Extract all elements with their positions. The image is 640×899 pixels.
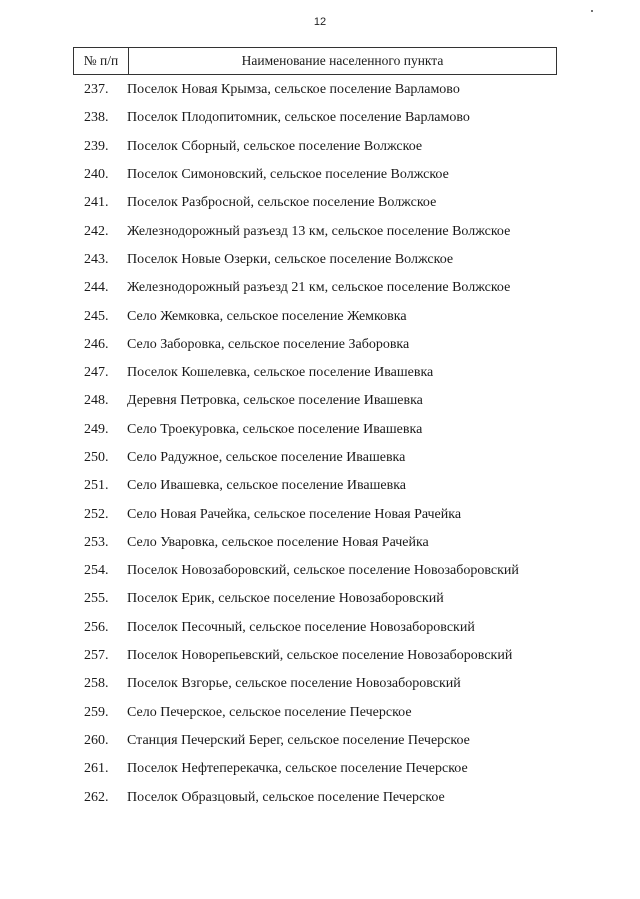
table-row xyxy=(0,727,640,755)
table-row xyxy=(0,189,640,217)
row-number: 242. xyxy=(84,223,109,239)
row-settlement-name: Село Радужное, сельское поселение Ивашевка xyxy=(127,450,406,465)
row-number: 238. xyxy=(84,110,109,126)
row-settlement-name: Поселок Ерик, сельское поселение Новозаборовский xyxy=(127,591,444,607)
settlement-list xyxy=(0,76,640,812)
row-settlement-name: Деревня Петровка, сельское поселение Ивашевка xyxy=(127,393,423,409)
row-settlement-name: Железнодорожный разъезд 13 км, сельское поселение Волжское xyxy=(127,223,511,239)
row-settlement-name: Поселок Сборный, сельское поселение Волжское xyxy=(127,138,423,154)
row-number: 262. xyxy=(84,789,109,805)
table-row xyxy=(0,529,640,557)
row-number: 244. xyxy=(84,280,109,296)
table-row xyxy=(0,755,640,783)
row-number: 243. xyxy=(84,251,109,267)
table-row xyxy=(0,104,640,132)
row-number: 248. xyxy=(84,393,109,409)
row-number: 259. xyxy=(84,704,109,720)
row-settlement-name: Станция Печерский Берег, сельское поселение Печерское xyxy=(127,732,470,748)
table-row xyxy=(0,76,640,104)
table-row xyxy=(0,302,640,330)
row-number: 247. xyxy=(84,365,109,381)
row-settlement-name: Поселок Образцовый, сельское поселение Печерское xyxy=(127,789,445,805)
table-row xyxy=(0,614,640,642)
page-number: 12 xyxy=(313,16,327,28)
column-header-number: № п/п xyxy=(74,48,129,74)
table-row xyxy=(0,699,640,727)
table-row xyxy=(0,274,640,302)
table-row xyxy=(0,246,640,274)
row-number: 241. xyxy=(84,195,109,211)
row-settlement-name: Поселок Песочный, сельское поселение Новозаборовский xyxy=(127,619,475,635)
row-settlement-name: Поселок Симоновский, сельское поселение Волжское xyxy=(127,167,449,183)
row-number: 250. xyxy=(84,450,109,465)
row-number: 251. xyxy=(84,478,109,494)
row-settlement-name: Поселок Новозаборовский, сельское поселение Новозаборовский xyxy=(127,563,519,579)
row-settlement-name: Поселок Взгорье, сельское поселение Новозаборовский xyxy=(127,676,461,692)
row-number: 240. xyxy=(84,167,109,183)
row-settlement-name: Поселок Разбросной, сельское поселение Волжское xyxy=(127,195,437,211)
table-row xyxy=(0,642,640,670)
row-settlement-name: Село Новая Рачейка, сельское поселение Новая Рачейка xyxy=(127,506,462,522)
row-settlement-name: Поселок Плодопитомник, сельское поселение Варламово xyxy=(127,110,470,126)
column-header-name: Наименование населенного пункта xyxy=(241,53,444,68)
table-row xyxy=(0,217,640,245)
table-row xyxy=(0,416,640,444)
row-settlement-name: Железнодорожный разъезд 21 км, сельское поселение Волжское xyxy=(127,280,511,296)
row-number: 249. xyxy=(84,421,109,437)
row-settlement-name: Поселок Кошелевка, сельское поселение Ивашевка xyxy=(127,365,434,381)
table-row xyxy=(0,670,640,698)
row-number: 260. xyxy=(84,732,109,748)
row-number: 257. xyxy=(84,648,109,664)
row-settlement-name: Село Уваровка, сельское поселение Новая Рачейка xyxy=(127,534,429,550)
row-settlement-name: Поселок Нефтеперекачка, сельское поселение Печерское xyxy=(127,761,468,777)
table-row xyxy=(0,387,640,415)
row-number: 261. xyxy=(84,761,109,777)
table-row xyxy=(0,783,640,811)
row-settlement-name: Село Печерское, сельское поселение Печерское xyxy=(127,704,412,720)
row-settlement-name: Село Заборовка, сельское поселение Заборовка xyxy=(127,336,410,352)
row-number: 239. xyxy=(84,138,109,154)
row-settlement-name: Село Жемковка, сельское поселение Жемковка xyxy=(127,308,407,324)
table-row xyxy=(0,161,640,189)
row-number: 253. xyxy=(84,534,109,550)
row-settlement-name: Поселок Новорепьевский, сельское поселение Новозаборовский xyxy=(127,648,513,664)
row-settlement-name: Село Троекуровка, сельское поселение Ивашевка xyxy=(127,421,423,437)
row-number: 245. xyxy=(84,308,109,324)
row-number: 255. xyxy=(84,591,109,607)
table-row xyxy=(0,500,640,528)
row-settlement-name: Село Ивашевка, сельское поселение Ивашевка xyxy=(127,478,407,494)
table-row xyxy=(0,331,640,359)
row-number: 258. xyxy=(84,676,109,692)
table-row xyxy=(0,585,640,613)
table-header xyxy=(73,47,557,75)
row-number: 237. xyxy=(84,82,109,98)
table-row xyxy=(0,133,640,161)
table-row xyxy=(0,472,640,500)
row-number: 256. xyxy=(84,619,109,635)
row-number: 252. xyxy=(84,506,109,522)
row-number: 254. xyxy=(84,563,109,579)
table-row xyxy=(0,359,640,387)
table-row xyxy=(0,557,640,585)
scan-speck xyxy=(591,10,593,12)
table-row xyxy=(0,444,640,472)
row-settlement-name: Поселок Новая Крымза, сельское поселение Варламово xyxy=(127,82,460,98)
row-number: 246. xyxy=(84,336,109,352)
row-settlement-name: Поселок Новые Озерки, сельское поселение Волжское xyxy=(127,251,454,267)
